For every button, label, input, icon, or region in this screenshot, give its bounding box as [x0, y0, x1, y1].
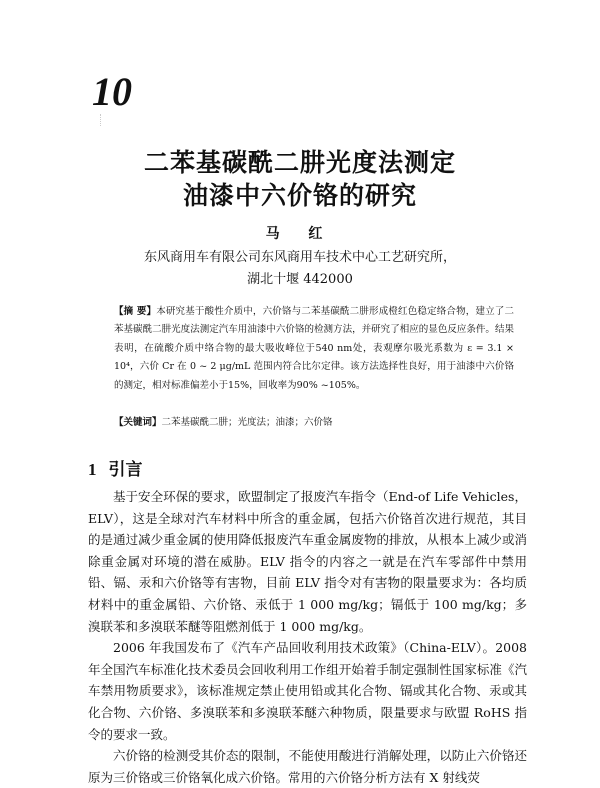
keywords-label: 【关键词】	[114, 417, 162, 428]
body-text	[88, 486, 527, 788]
keywords-text: 二苯基碳酰二肼；光度法；油漆；六价铬	[161, 417, 333, 428]
author: 马 红	[265, 226, 335, 242]
keywords	[114, 414, 514, 432]
abstract-label: 【摘 要】	[114, 306, 157, 317]
abstract	[114, 303, 514, 395]
section-heading	[88, 455, 143, 480]
section-title: 引言	[108, 460, 143, 480]
title-line-1: 二苯基碳酰二肼光度法测定	[143, 148, 456, 177]
title-line-2: 油漆中六价铬的研究	[182, 181, 417, 210]
chapter-ornament	[100, 114, 127, 126]
paragraph: 六价铬的检测受其价态的限制，不能使用酸进行消解处理，以防止六价铬还原为三价铬或三价铬氧化成六价铬。常用的六价铬分析方法有 X 射线荧	[88, 748, 527, 785]
section-number: 1	[88, 460, 97, 479]
affiliation-line-2: 湖北十堰 442000	[247, 272, 353, 287]
abstract-text: 本研究基于酸性介质中，六价铬与二苯基碳酰二肼形成橙红色稳定络合物，建立了二苯基碳酰二肼光度法测定汽车用油漆中六价铬的检测方法，并研究了相应的显色反应条件。结果表明，在硫酸介质中络合物的最大吸收峰位于540 nm处，表观摩尔吸光系数为 ε = 3.1 × 10⁴，六价 Cr 在 0 ~ 2 μg/mL 范围内符合比尔定律。该方法选择性良好，用于油漆中六价铬的测定，相对标准偏差小于15%，回收率为90% ~105%。	[114, 306, 514, 391]
paragraph: 2006 年我国发布了《汽车产品回收利用技术政策》（China-ELV）。2008年全国汽车标准化技术委员会回收利用工作组开始着手制定强制性国家标准《汽车禁用物质要求》，该标准规定禁止使用铅或其化合物、镉或其化合物、汞或其化合物、六价铬、多溴联苯和多溴联苯醚六种物质，限量要求与欧盟 RoHS 指令的要求一致。	[88, 640, 527, 742]
chapter-number: 10	[92, 69, 132, 114]
affiliation-line-1: 东风商用车有限公司东风商用车技术中心工艺研究所，	[143, 250, 456, 265]
paragraph: 基于安全环保的要求，欧盟制定了报废汽车指令（End-of Life Vehicles，ELV），这是全球对汽车材料中所含的重金属，包括六价铬首次进行规范，其目的是通过减少重金属的使用降低报废汽车重金属废物的排放，从根本上减少或消除重金属对环境的潜在威胁。ELV 指令的内容之一就是在汽车零部件中禁用铅、镉、汞和六价铬等有害物，目前 ELV 指令对有害物的限量要求为：各均质材料中的重金属铅、六价铬、汞低于 1 000 mg/kg；镉低于 100 mg/kg；多溴联苯和多溴联苯醚等阻燃剂低于 1 000 mg/kg。	[88, 489, 527, 634]
